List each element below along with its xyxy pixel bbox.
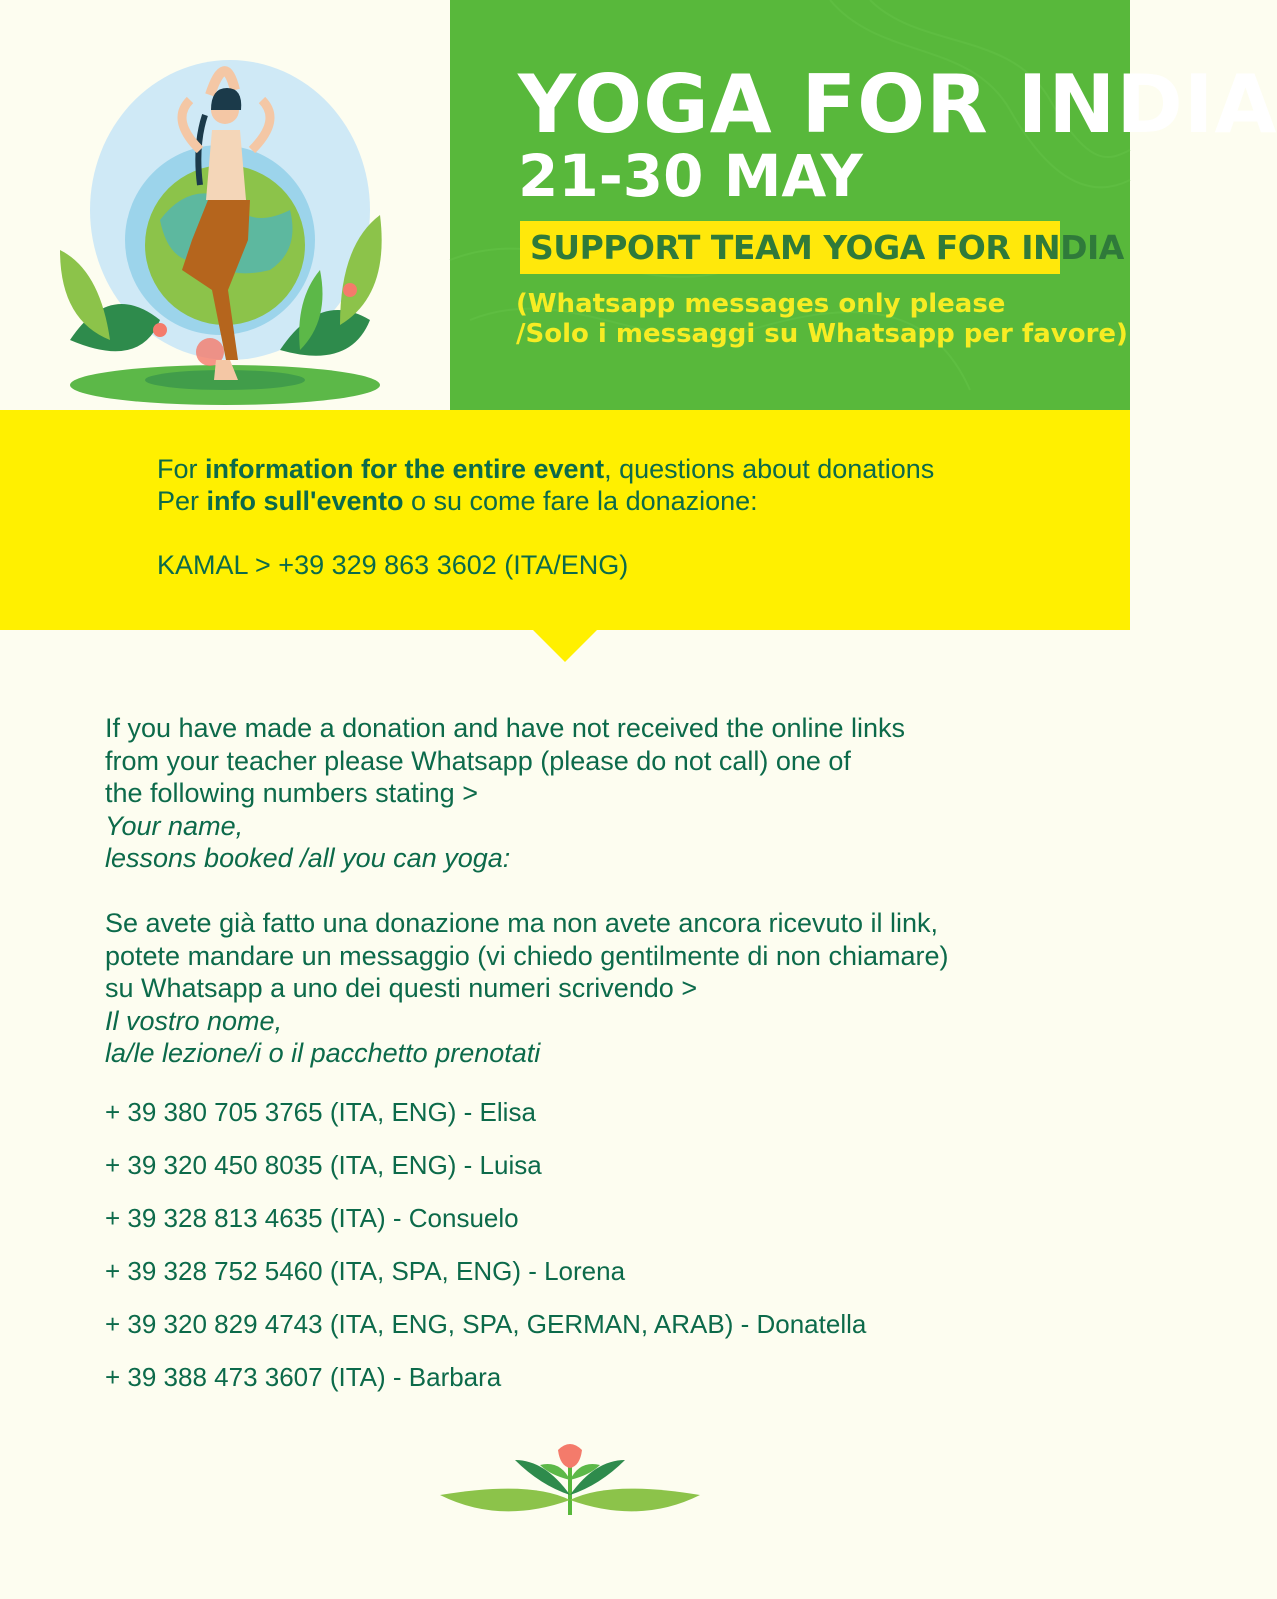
whatsapp-note [516,289,1128,349]
event-dates: 21-30 MAY [518,142,863,210]
sprout-icon [430,1440,710,1520]
info-text: For [157,454,206,484]
contact-item: + 39 320 829 4743 (ITA, ENG, SPA, GERMAN, ARAB) - Donatella [105,1309,867,1339]
info-band-pointer [532,629,598,662]
english-instructions [105,712,905,875]
contact-list [105,1097,866,1415]
event-info [157,453,934,517]
paragraph-line: the following numbers stating > [105,778,478,808]
info-text-bold: information for the entire event [205,454,605,484]
yoga-woman-illustration [40,40,400,410]
paragraph-line: from your teacher please Whatsapp (please do not call) one of [105,745,851,776]
whatsapp-note-line: (Whatsapp messages only please [516,289,1006,319]
contact-item: + 39 380 705 3765 (ITA, ENG) - Elisa [105,1097,536,1127]
paragraph-line: If you have made a donation and have not received the online links [105,713,906,743]
kamal-contact: KAMAL > +39 329 863 3602 (ITA/ENG) [157,550,629,580]
event-title: YOGA FOR INDIA [518,58,1277,151]
paragraph-italic-line: Il vostro nome, [105,1005,283,1036]
paragraph-italic-line: Your name, [105,810,244,841]
support-team-label: SUPPORT TEAM YOGA FOR INDIA [520,221,1060,274]
whatsapp-note-line: /Solo i messaggi su Whatsapp per favore) [516,319,1128,349]
paragraph-italic-line: la/le lezione/i o il pacchetto prenotati [105,1038,541,1068]
paragraph-line: potete mandare un messaggio (vi chiedo gentilmente di non chiamare) [105,940,949,971]
paragraph-line: su Whatsapp a uno dei questi numeri scrivendo > [105,973,698,1003]
contact-item: + 39 328 813 4635 (ITA) - Consuelo [105,1203,519,1233]
info-text-bold: info sull'evento [206,486,404,516]
paragraph-line: Se avete già fatto una donazione ma non avete ancora ricevuto il link, [105,908,939,938]
info-text: o su come fare la donazione: [403,486,758,516]
contact-item: + 39 328 752 5460 (ITA, SPA, ENG) - Lorena [105,1256,626,1286]
paragraph-italic-line: lessons booked /all you can yoga: [105,843,511,873]
info-band [0,410,1130,630]
info-text: , questions about donations [604,454,935,484]
contact-item: + 39 320 450 8035 (ITA, ENG) - Luisa [105,1150,542,1180]
info-text: Per [157,486,207,516]
contact-item: + 39 388 473 3607 (ITA) - Barbara [105,1362,502,1392]
italian-instructions [105,907,949,1070]
